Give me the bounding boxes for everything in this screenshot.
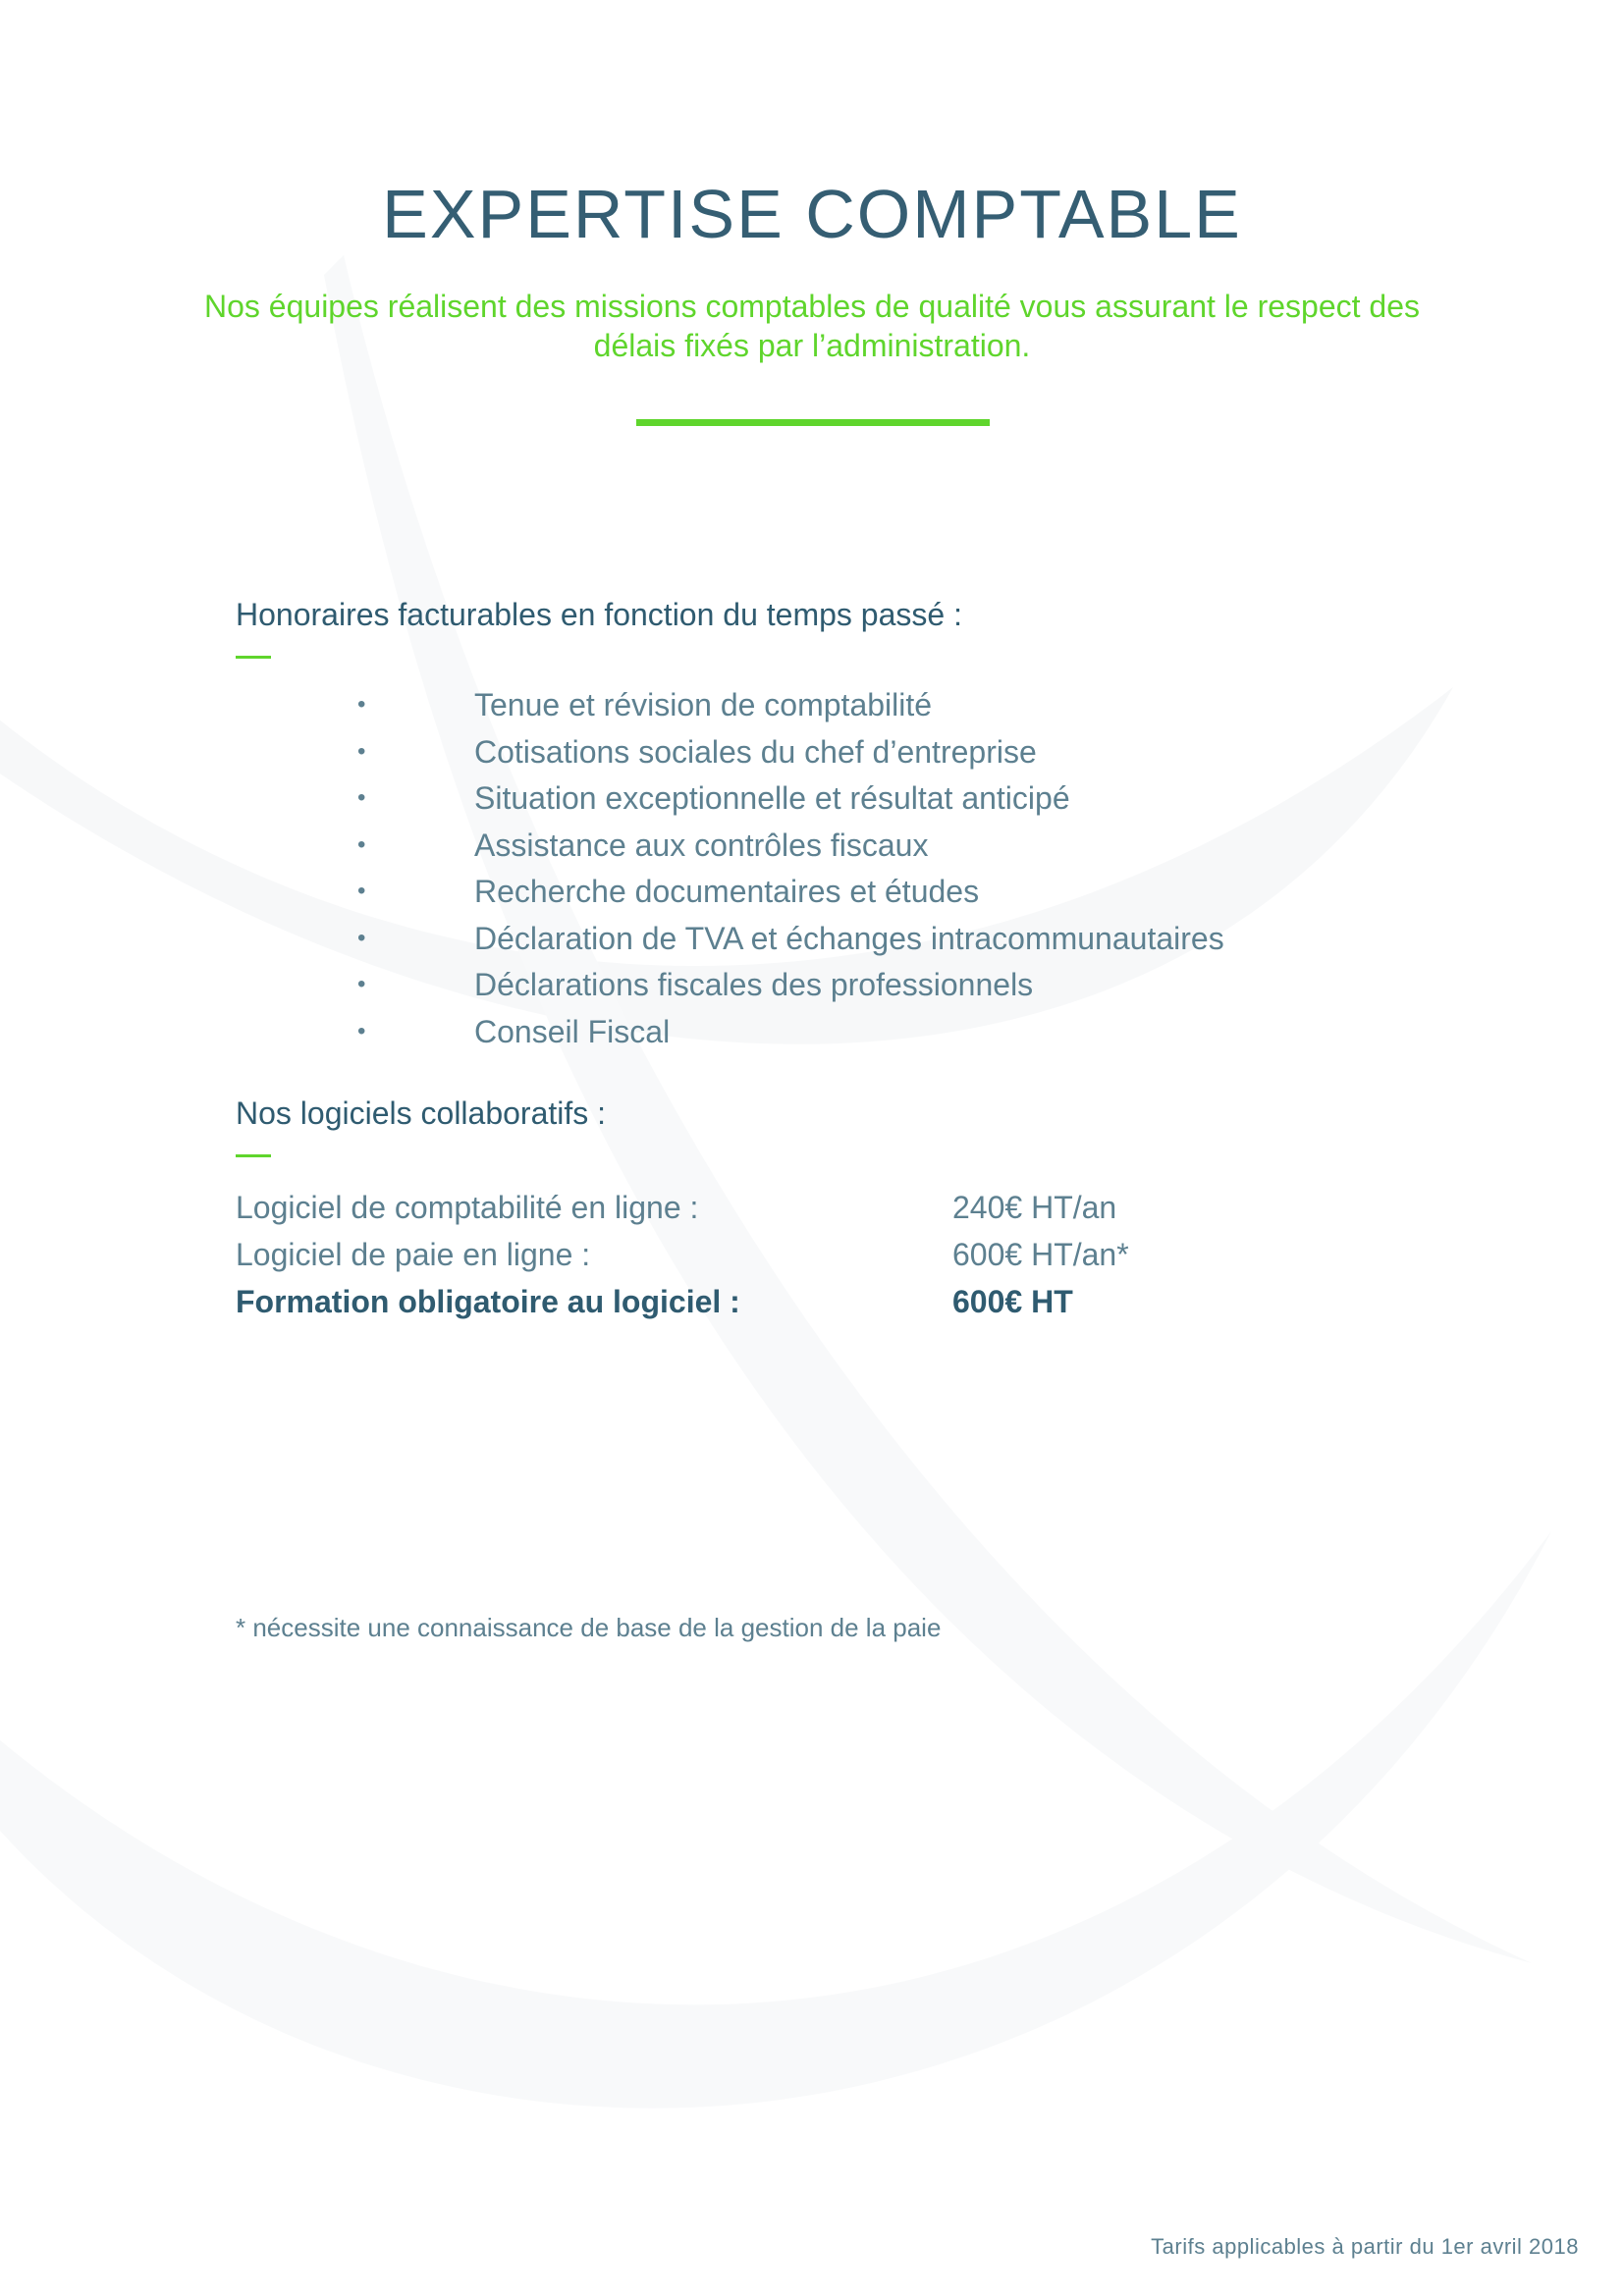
list-item-text: Situation exceptionnelle et résultat anticipé — [474, 780, 1070, 816]
bullet-icon: • — [357, 878, 366, 904]
title-divider — [636, 419, 990, 426]
bullet-icon: • — [357, 784, 366, 811]
bullet-icon: • — [357, 971, 366, 997]
fees-heading: Honoraires facturables en fonction du temps passé : — [236, 597, 962, 632]
price-label: Logiciel de paie en ligne : — [236, 1237, 591, 1272]
price-list — [236, 1188, 1316, 1329]
list-item — [236, 778, 1414, 826]
payroll-footnote: * nécessite une connaissance de base de la gestion de la paie — [236, 1613, 942, 1642]
intro-paragraph — [108, 287, 1516, 365]
software-heading-dash — [236, 1154, 271, 1157]
list-item-text: Déclaration de TVA et échanges intracommunautaires — [474, 920, 1224, 956]
bullet-icon: • — [357, 1017, 366, 1044]
bullet-icon: • — [357, 830, 366, 858]
price-value: 600€ HT — [952, 1284, 1073, 1319]
list-item-text: Cotisations sociales du chef d’entreprise — [474, 733, 1037, 770]
bullet-icon: • — [357, 691, 366, 718]
list-item — [236, 685, 1414, 732]
list-item-text: Recherche documentaires et études — [474, 874, 980, 909]
intro-line-1: Nos équipes réalisent des missions comptables de qualité vous assurant le respect des — [204, 289, 1420, 324]
price-row-payroll-software — [236, 1235, 1316, 1282]
list-item — [236, 826, 1414, 873]
bullet-icon: • — [357, 737, 366, 765]
list-item — [236, 1012, 1414, 1059]
list-item — [236, 732, 1414, 779]
price-row-accounting-software — [236, 1188, 1316, 1235]
list-item-text: Tenue et révision de comptabilité — [474, 687, 933, 722]
bullet-icon: • — [357, 924, 366, 951]
fees-list — [236, 685, 1414, 1058]
price-value: 600€ HT/an* — [952, 1237, 1129, 1272]
intro-line-2: délais fixés par l’administration. — [593, 328, 1031, 363]
list-item-text: Déclarations fiscales des professionnels — [474, 967, 1034, 1002]
fees-heading-dash — [236, 656, 271, 659]
price-value: 240€ HT/an — [952, 1190, 1117, 1225]
list-item-text: Conseil Fiscal — [474, 1013, 671, 1049]
list-item — [236, 965, 1414, 1012]
list-item — [236, 919, 1414, 966]
list-item — [236, 872, 1414, 919]
software-heading: Nos logiciels collaboratifs : — [236, 1095, 607, 1131]
price-row-mandatory-training — [236, 1282, 1316, 1329]
price-label: Formation obligatoire au logiciel : — [236, 1284, 740, 1319]
price-label: Logiciel de comptabilité en ligne : — [236, 1190, 699, 1225]
list-item-text: Assistance aux contrôles fiscaux — [474, 827, 929, 863]
page-title: EXPERTISE COMPTABLE — [382, 176, 1242, 252]
rates-effective-date: Tarifs applicables à partir du 1er avril 2018 — [1151, 2234, 1579, 2259]
